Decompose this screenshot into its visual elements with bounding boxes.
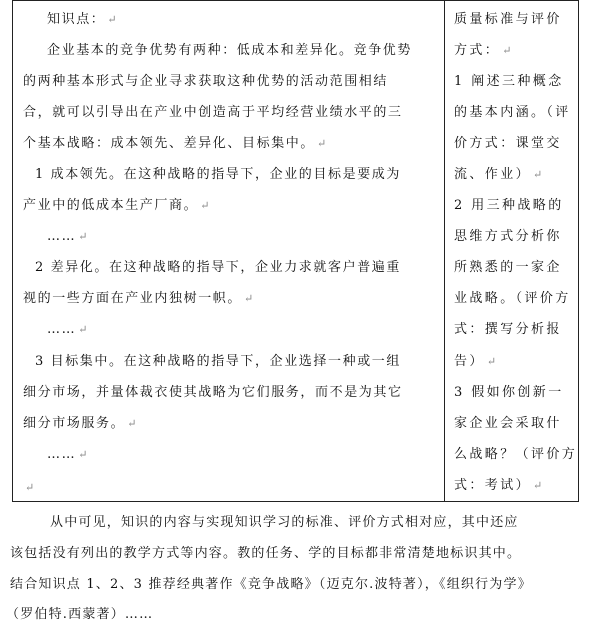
item-3-line: 细分市场服务。 ↵ <box>23 416 137 431</box>
standard-line: 质量标准与评价 <box>454 12 562 27</box>
intro-line: 个基本战略：成本领先、差异化、目标集中。 ↵ <box>23 136 327 151</box>
item-2-line: 2 差异化。在这种战略的指导下，企业力求就客户普遍重 <box>35 260 402 275</box>
item-3-line: 细分市场，并量体裁衣使其战略为它们服务，而不是为其它 <box>23 385 403 400</box>
standard-line: 么战略？（评价方 <box>454 447 578 462</box>
intro-line: 合，就可以引导出在产业中创造高于平均经营业绩水平的三 <box>23 105 403 120</box>
knowledge-heading: 知识点： ↵ <box>47 12 117 27</box>
standard-line: 的基本内涵。（评 <box>454 105 571 120</box>
standard-line: 价方式：课堂交 <box>454 136 562 151</box>
empty-paragraph: ↵ <box>25 481 35 494</box>
standard-line: 式：考试） ↵ <box>454 478 543 493</box>
paragraph-line: 该包括没有列出的教学方式等内容。教的任务、学的目标都非常清楚地标识其中。 <box>10 546 522 561</box>
standard-line: 方式： ↵ <box>454 43 512 58</box>
paragraph-line: 结合知识点 1、2、3 推荐经典著作《竞争战略》（迈克尔.波特著），《组织行为学》 <box>10 577 532 592</box>
item-3-line: 3 目标集中。在这种战略的指导下，企业选择一种或一组 <box>35 354 402 369</box>
standard-line: 所熟悉的一家企 <box>454 260 562 275</box>
standard-line: 式：撰写分析报 <box>454 322 562 337</box>
ellipsis: …… ↵ <box>47 322 88 337</box>
paragraph-line: （罗伯特.西蒙著）…… <box>6 607 154 622</box>
standard-line: 思维方式分析你 <box>454 229 562 244</box>
column-divider <box>444 1 445 501</box>
item-1-line: 1 成本领先。在这种战略的指导下，企业的目标是要成为 <box>35 167 402 182</box>
standard-line: 3 假如你创新一 <box>454 385 564 400</box>
standard-line: 2 用三种战略的 <box>454 198 564 213</box>
standard-line: 告） ↵ <box>454 354 497 369</box>
standard-line: 1 阐述三种概念 <box>454 74 564 89</box>
ellipsis: …… ↵ <box>47 229 88 244</box>
content-table <box>12 0 579 502</box>
intro-line: 企业基本的竞争优势有两种：低成本和差异化。竞争优势 <box>47 43 413 58</box>
standard-line: 业战略。（评价方 <box>454 291 571 306</box>
standard-line: 流、作业） ↵ <box>454 167 543 182</box>
ellipsis: …… ↵ <box>47 447 88 462</box>
item-1-line: 产业中的低成本生产厂商。 ↵ <box>23 198 210 213</box>
paragraph-line: 从中可见，知识的内容与实现知识学习的标准、评价方式相对应，其中还应 <box>50 515 519 530</box>
standard-line: 家企业会采取什 <box>454 416 562 431</box>
intro-line: 的两种基本形式与企业寻求获取这种优势的活动范围相结 <box>23 74 389 89</box>
item-2-line: 视的一些方面在产业内独树一帜。 ↵ <box>23 291 254 306</box>
